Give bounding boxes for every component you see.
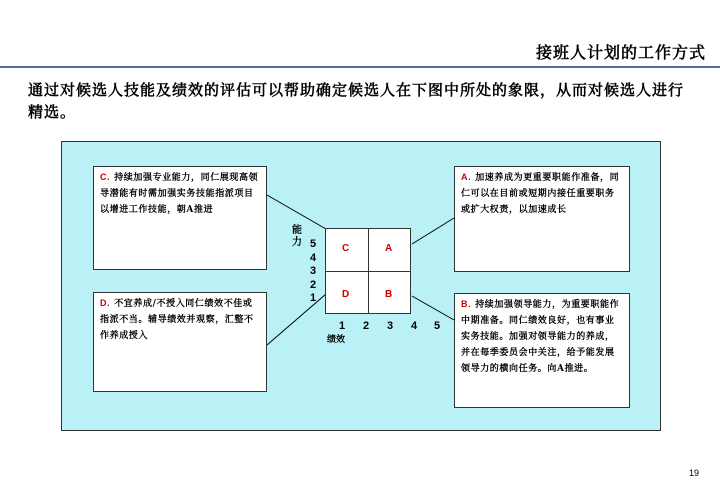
quadrant-a-box [454,166,630,272]
matrix-cell-c: C [342,243,350,254]
x-tick: 3 [387,320,394,332]
connector-b [412,296,454,320]
quadrant-c-text: 持续加强专业能力，同仁展现高领导潜能有时需加强实务技能指派项目以增进工作技能，朝A推进 [100,173,259,215]
quadrant-d-tag: D. [100,298,111,308]
quadrant-b-box [454,293,630,408]
quadrant-d-text: 不宜养成/不授入同仁绩效不佳或指派不当。辅导绩效并观察，汇整不作养成授入 [100,299,254,341]
x-tick: 4 [411,320,418,332]
x-tick: 2 [363,320,370,332]
matrix-cell-a: A [385,243,393,254]
intro-text: 通过对候选人技能及绩效的评估可以帮助确定候选人在下图中所处的象限，从而对候选人进行精选。 [28,81,685,121]
connector-a [412,218,454,244]
x-tick: 1 [339,320,346,332]
quadrant-d-box [93,292,267,392]
connector-d [267,294,326,345]
y-tick: 5 [310,238,317,250]
x-axis-label: 绩效 [327,335,346,345]
matrix-cell-d: D [342,289,350,300]
page-title: 接班人计划的工作方式 [535,43,706,62]
quadrant-a-tag: A. [461,172,472,182]
quadrant-a-text: 加速养成为更重要职能作准备，同仁可以在目前或短期内接任重要职务或扩大权责，以加速成长 [461,173,620,215]
connector-c [267,195,326,229]
quadrant-b-text: 持续加强领导能力，为重要职能作中期准备。同仁绩效良好，也有事业实务技能。加强对领导能力的养成，并在每季委员会中关注，给予能发展领导力的横向任务。向A推进。 [461,300,620,374]
quadrant-c-tag: C. [100,172,111,182]
y-axis-label: 能力 [292,225,302,248]
y-tick: 4 [310,251,317,264]
matrix-grid [325,228,411,314]
page-number: 19 [689,468,700,478]
y-tick: 3 [310,265,317,277]
y-axis-ticks [310,238,316,306]
matrix-divider-horizontal [326,271,410,272]
y-tick: 2 [310,278,317,291]
quadrant-b-tag: B. [461,299,472,309]
matrix-cell-b: B [385,289,393,300]
quadrant-c-box [93,166,267,270]
y-tick: 1 [310,292,317,304]
x-tick: 5 [434,320,441,332]
